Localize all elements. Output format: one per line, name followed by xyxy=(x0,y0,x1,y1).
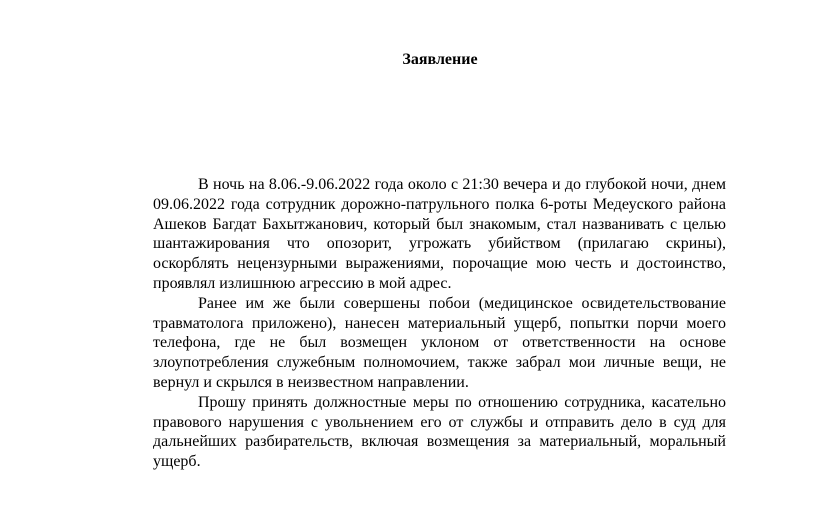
document-title: Заявление xyxy=(402,51,478,68)
paragraph-1: В ночь на 8.06.-9.06.2022 года около с 21:30 вечера и до глубокой ночи, днем 09.06.2022 года сотрудник дорожно-патрульного полка 6-роты Медеуского района Ашеков Багдат Бахытжанович, который был знакомым, стал названивать с целью шантажирования что опозорит, угрожать убийством (прилагаю скрины), оскорблять нецензурными выражениями, порочащие мою честь и достоинство, проявлял излишнюю агрессию в мой адрес. xyxy=(153,176,726,292)
paragraph-3: Прошу принять должностные меры по отношению сотрудника, касательно правового нарушения с увольнением его от службы и отправить дело в суд для дальнейших разбирательств, включая возмещения за материальный, моральный ущерб. xyxy=(153,393,726,471)
document-body xyxy=(153,175,726,472)
paragraph-2: Ранее им же были совершены побои (медицинское освидетельствование травматолога приложено), нанесен материальный ущерб, попытки порчи моего телефона, где не был возмещен уклоном от ответственности на основе злоупотребления служебным полномочием, также забрал мои личные вещи, не вернул и скрылся в неизвестном направлении. xyxy=(153,294,726,391)
